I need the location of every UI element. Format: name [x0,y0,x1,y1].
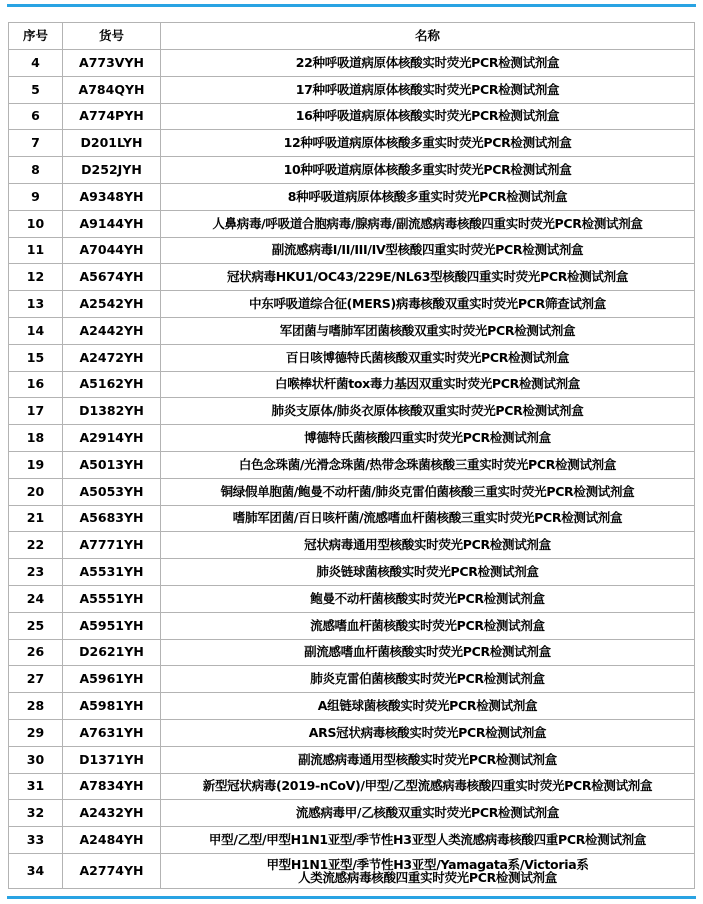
cell-product-name: 白色念珠菌/光滑念珠菌/热带念珠菌核酸三重实时荧光PCR检测试剂盒 [161,451,695,478]
cell-item-code: A784QYH [63,76,161,103]
cell-item-code: A7771YH [63,532,161,559]
cell-item-code: A2432YH [63,800,161,827]
table-row [9,157,695,184]
cell-serial-number: 30 [9,746,63,773]
table-row [9,693,695,720]
cell-serial-number: 20 [9,478,63,505]
table-header-row [9,23,695,50]
table-row [9,719,695,746]
cell-product-name: 16种呼吸道病原体核酸实时荧光PCR检测试剂盒 [161,103,695,130]
cell-product-name: 冠状病毒通用型核酸实时荧光PCR检测试剂盒 [161,532,695,559]
table-row [9,451,695,478]
cell-product-name: 17种呼吸道病原体核酸实时荧光PCR检测试剂盒 [161,76,695,103]
table-row [9,666,695,693]
cell-item-code: A5683YH [63,505,161,532]
cell-serial-number: 4 [9,50,63,77]
cell-serial-number: 19 [9,451,63,478]
cell-product-name: 铜绿假单胞菌/鲍曼不动杆菌/肺炎克雷伯菌核酸三重实时荧光PCR检测试剂盒 [161,478,695,505]
table-row [9,612,695,639]
cell-product-name: 百日咳博德特氏菌核酸双重实时荧光PCR检测试剂盒 [161,344,695,371]
cell-item-code: A773VYH [63,50,161,77]
table-row [9,773,695,800]
cell-serial-number: 31 [9,773,63,800]
cell-item-code: A5551YH [63,585,161,612]
cell-serial-number: 6 [9,103,63,130]
table-row [9,827,695,854]
cell-product-name [161,853,695,888]
table-row [9,317,695,344]
header-product-name: 名称 [161,23,695,50]
table-row [9,103,695,130]
cell-item-code: A774PYH [63,103,161,130]
cell-serial-number: 10 [9,210,63,237]
table-row [9,237,695,264]
cell-serial-number: 16 [9,371,63,398]
cell-product-name: 副流感嗜血杆菌核酸实时荧光PCR检测试剂盒 [161,639,695,666]
cell-serial-number: 22 [9,532,63,559]
table-row [9,344,695,371]
top-accent-rule [7,4,696,7]
cell-serial-number: 17 [9,398,63,425]
cell-serial-number: 14 [9,317,63,344]
cell-serial-number: 32 [9,800,63,827]
cell-item-code: A5162YH [63,371,161,398]
cell-item-code: A7631YH [63,719,161,746]
cell-serial-number: 34 [9,853,63,888]
cell-serial-number: 8 [9,157,63,184]
cell-serial-number: 21 [9,505,63,532]
cell-item-code: D2621YH [63,639,161,666]
cell-product-name: 副流感病毒I/II/III/IV型核酸四重实时荧光PCR检测试剂盒 [161,237,695,264]
cell-item-code: A5531YH [63,559,161,586]
table-row [9,478,695,505]
cell-item-code: A9144YH [63,210,161,237]
product-table [8,22,695,889]
cell-product-name: 白喉棒状杆菌tox毒力基因双重实时荧光PCR检测试剂盒 [161,371,695,398]
cell-serial-number: 12 [9,264,63,291]
cell-item-code: A2542YH [63,291,161,318]
table-row [9,639,695,666]
cell-product-name: ARS冠状病毒核酸实时荧光PCR检测试剂盒 [161,719,695,746]
cell-product-name: 嗜肺军团菌/百日咳杆菌/流感嗜血杆菌核酸三重实时荧光PCR检测试剂盒 [161,505,695,532]
table-row [9,800,695,827]
cell-serial-number: 7 [9,130,63,157]
cell-item-code: A2472YH [63,344,161,371]
cell-serial-number: 27 [9,666,63,693]
cell-product-name: 鲍曼不动杆菌核酸实时荧光PCR检测试剂盒 [161,585,695,612]
cell-item-code: A2442YH [63,317,161,344]
cell-item-code: D1382YH [63,398,161,425]
table-row [9,371,695,398]
cell-product-name: 博德特氏菌核酸四重实时荧光PCR检测试剂盒 [161,425,695,452]
cell-serial-number: 9 [9,183,63,210]
cell-product-name: 10种呼吸道病原体核酸多重实时荧光PCR检测试剂盒 [161,157,695,184]
cell-item-code: A7834YH [63,773,161,800]
cell-serial-number: 13 [9,291,63,318]
cell-item-code: A2484YH [63,827,161,854]
cell-product-name: 肺炎链球菌核酸实时荧光PCR检测试剂盒 [161,559,695,586]
product-name-line-1: 甲型H1N1亚型/季节性H3亚型/Yamagata系/Victoria系 [266,856,589,872]
table-row [9,585,695,612]
cell-item-code: D252JYH [63,157,161,184]
cell-item-code: A5013YH [63,451,161,478]
cell-serial-number: 11 [9,237,63,264]
table-row [9,398,695,425]
table-row [9,50,695,77]
table-row [9,532,695,559]
bottom-accent-rule [7,896,696,899]
header-item-code: 货号 [63,23,161,50]
table-row [9,76,695,103]
cell-product-name: 副流感病毒通用型核酸实时荧光PCR检测试剂盒 [161,746,695,773]
product-name-line-2: 人类流感病毒核酸四重实时荧光PCR检测试剂盒 [298,869,557,885]
table-row [9,264,695,291]
cell-serial-number: 25 [9,612,63,639]
cell-product-name: 冠状病毒HKU1/OC43/229E/NL63型核酸四重实时荧光PCR检测试剂盒 [161,264,695,291]
cell-serial-number: 5 [9,76,63,103]
cell-product-name: 流感嗜血杆菌核酸实时荧光PCR检测试剂盒 [161,612,695,639]
cell-item-code: A9348YH [63,183,161,210]
cell-product-name: 肺炎支原体/肺炎衣原体核酸双重实时荧光PCR检测试剂盒 [161,398,695,425]
table-row [9,746,695,773]
cell-product-name: 12种呼吸道病原体核酸多重实时荧光PCR检测试剂盒 [161,130,695,157]
cell-serial-number: 23 [9,559,63,586]
cell-item-code: A5951YH [63,612,161,639]
cell-product-name: 8种呼吸道病原体核酸多重实时荧光PCR检测试剂盒 [161,183,695,210]
cell-item-code: A2774YH [63,853,161,888]
cell-product-name: 22种呼吸道病原体核酸实时荧光PCR检测试剂盒 [161,50,695,77]
cell-serial-number: 18 [9,425,63,452]
cell-item-code: A7044YH [63,237,161,264]
cell-serial-number: 24 [9,585,63,612]
table-row [9,130,695,157]
cell-item-code: A2914YH [63,425,161,452]
cell-product-name: 甲型/乙型/甲型H1N1亚型/季节性H3亚型人类流感病毒核酸四重PCR检测试剂盒 [161,827,695,854]
cell-product-name: 人鼻病毒/呼吸道合胞病毒/腺病毒/副流感病毒核酸四重实时荧光PCR检测试剂盒 [161,210,695,237]
table-row [9,853,695,888]
header-serial-number: 序号 [9,23,63,50]
cell-serial-number: 15 [9,344,63,371]
cell-serial-number: 28 [9,693,63,720]
cell-product-name: A组链球菌核酸实时荧光PCR检测试剂盒 [161,693,695,720]
table-body [9,50,695,889]
table-row [9,183,695,210]
cell-item-code: A5961YH [63,666,161,693]
cell-product-name: 军团菌与嗜肺军团菌核酸双重实时荧光PCR检测试剂盒 [161,317,695,344]
table-row [9,559,695,586]
cell-item-code: A5053YH [63,478,161,505]
cell-product-name: 中东呼吸道综合征(MERS)病毒核酸双重实时荧光PCR筛查试剂盒 [161,291,695,318]
cell-product-name: 新型冠状病毒(2019-nCoV)/甲型/乙型流感病毒核酸四重实时荧光PCR检测试剂盒 [161,773,695,800]
table-row [9,291,695,318]
cell-serial-number: 33 [9,827,63,854]
cell-product-name: 肺炎克雷伯菌核酸实时荧光PCR检测试剂盒 [161,666,695,693]
cell-product-name: 流感病毒甲/乙核酸双重实时荧光PCR检测试剂盒 [161,800,695,827]
cell-serial-number: 26 [9,639,63,666]
table-row [9,210,695,237]
cell-item-code: A5674YH [63,264,161,291]
cell-item-code: D1371YH [63,746,161,773]
cell-item-code: D201LYH [63,130,161,157]
table-row [9,425,695,452]
cell-item-code: A5981YH [63,693,161,720]
table-row [9,505,695,532]
cell-serial-number: 29 [9,719,63,746]
